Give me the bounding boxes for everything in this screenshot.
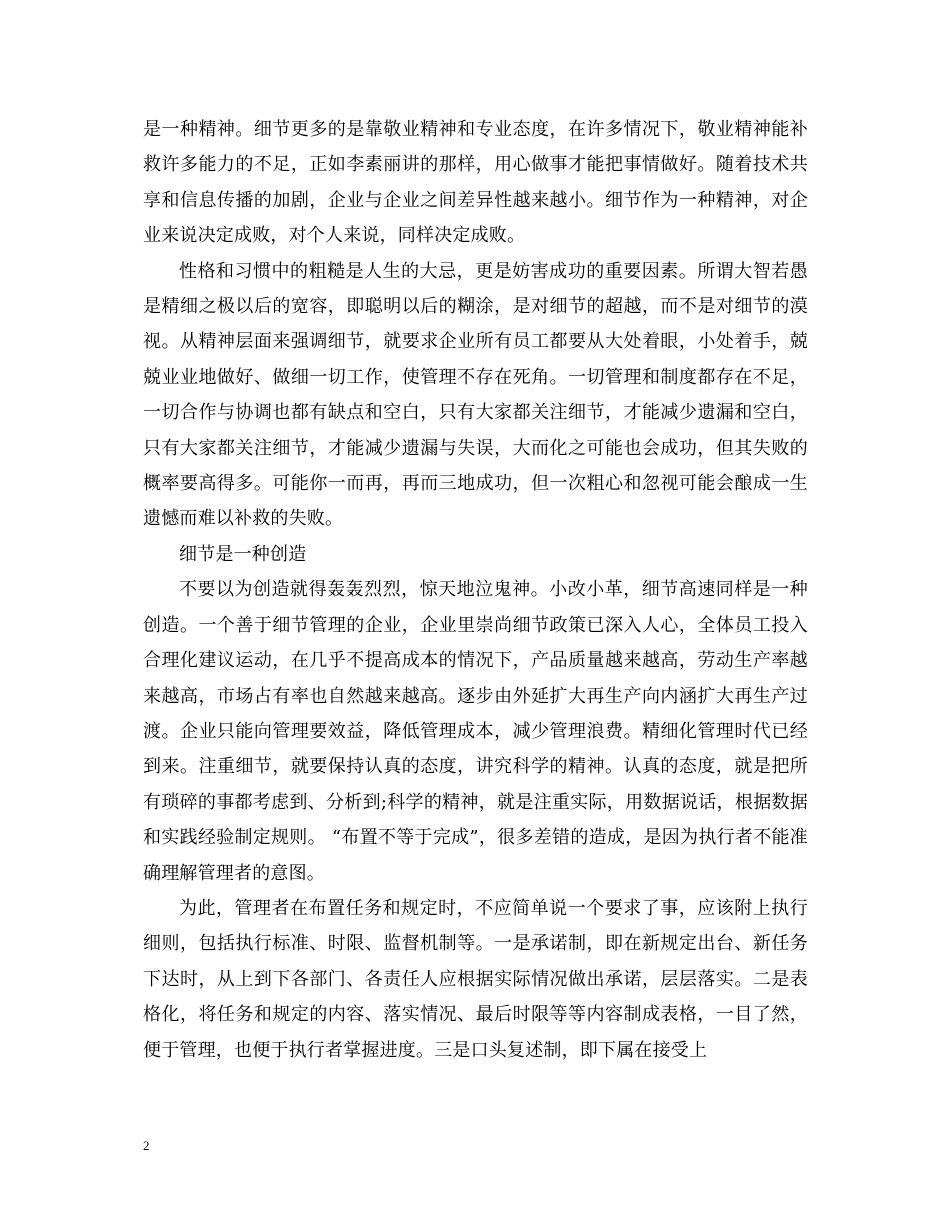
paragraph: 是一种精神。细节更多的是靠敬业精神和专业态度，在许多情况下，敬业精神能补救许多能力的不足，正如李素丽讲的那样，用心做事才能把事情做好。随着技术共享和信息传播的加剧，企业与企业之间差异性越来越小。细节作为一种精神，对企业来说决定成败，对个人来说，同样决定成败。 (143, 119, 808, 247)
page-number: 2 (143, 1138, 150, 1153)
paragraph: 性格和习惯中的粗糙是人生的大忌，更是妨害成功的重要因素。所谓大智若愚是精细之极以后的宽容，即聪明以后的糊涂，是对细节的超越，而不是对细节的漠视。从精神层面来强调细节，就要求企业所有员工都要从大处着眼，小处着手，兢兢业业地做好、做细一切工作，使管理不存在死角。一切管理和制度都存在不足，一切合作与协调也都有缺点和空白，只有大家都关注细节，才能减少遗漏和空白，只有大家都关注细节，才能减少遗漏与失误，大而化之可能也会成功，但其失败的概率要高得多。可能你一而再，再而三地成功，但一次粗心和忽视可能会酿成一生遗憾而难以补救的失败。 (143, 260, 808, 530)
section-heading: 细节是一种创造 (179, 543, 307, 565)
paragraph: 为此，管理者在布置任务和规定时，不应简单说一个要求了事，应该附上执行细则，包括执行标准、时限、监督机制等。一是承诺制，即在新规定出台、新任务下达时，从上到下各部门、各责任人应根据实际情况做出承诺，层层落实。二是表格化，将任务和规定的内容、落实情况、最后时限等等内容制成表格，一目了然，便于管理，也便于执行者掌握进度。三是口头复述制，即下属在接受上 (143, 897, 808, 1061)
paragraph: 不要以为创造就得轰轰烈烈，惊天地泣鬼神。小改小革，细节高速同样是一种创造。一个善于细节管理的企业，企业里崇尚细节政策已深入人心，全体员工投入合理化建议运动，在几乎不提高成本的情况下，产品质量越来越高，劳动生产率越来越高，市场占有率也自然越来越高。逐步由外延扩大再生产向内涵扩大再生产过渡。企业只能向管理要效益，降低管理成本，减少管理浪费。精细化管理时代已经到来。注重细节，就要保持认真的态度，讲究科学的精神。认真的态度，就是把所有琐碎的事都考虑到、分析到;科学的精神，就是注重实际，用数据说话，根据数据和实践经验制定规则。 “布置不等于完成”，很多差错的造成，是因为执行者不能准确理解管理者的意图。 (143, 579, 808, 884)
body-text (143, 112, 808, 1068)
